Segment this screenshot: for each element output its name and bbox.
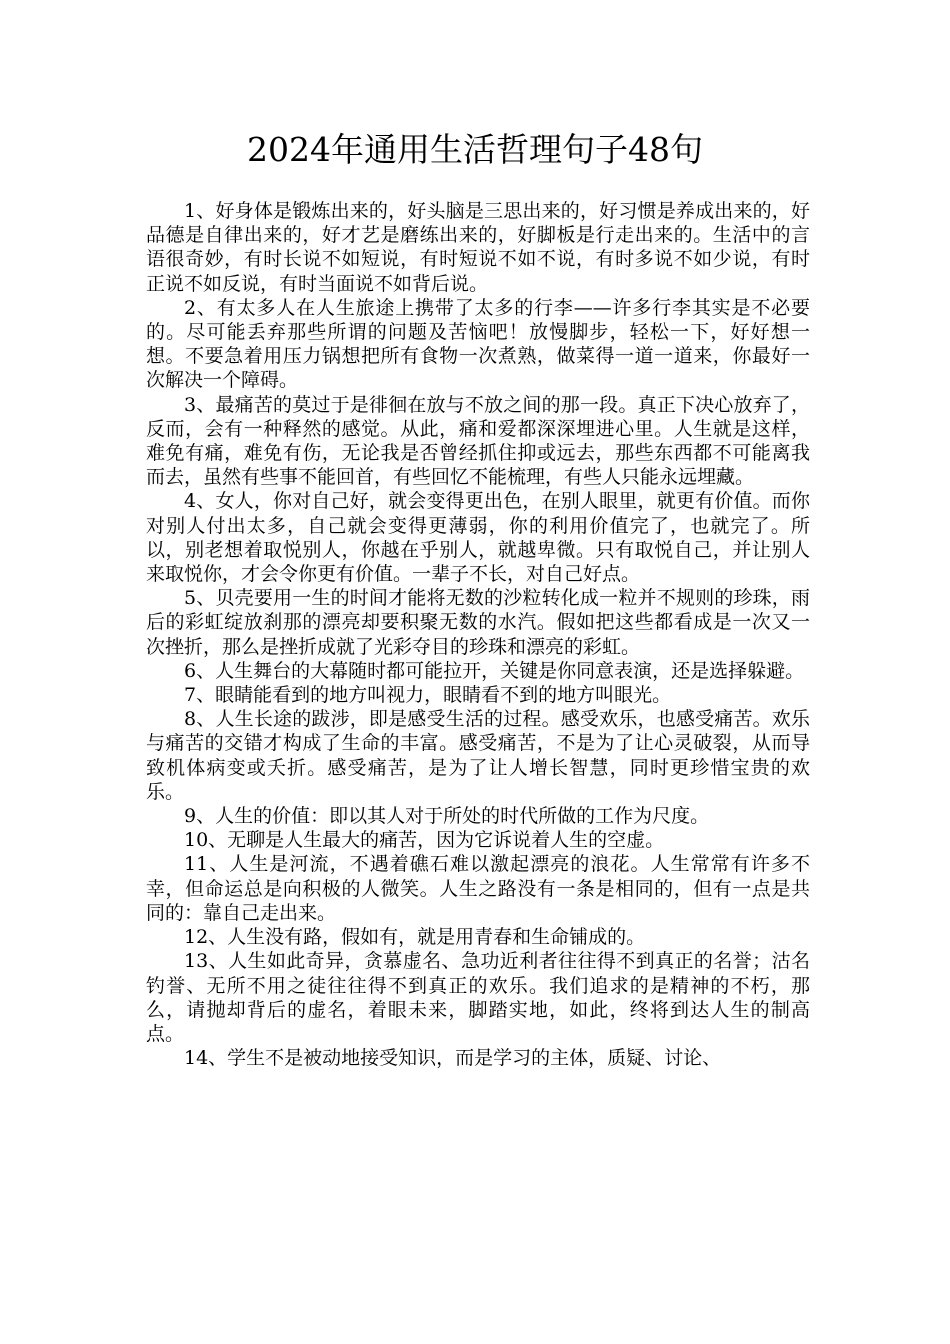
document-body <box>146 199 810 1070</box>
paragraph-2: 2、有太多人在人生旅途上携带了太多的行李——许多行李其实是不必要的。尽可能丢弃那些所谓的问题及苦恼吧！放慢脚步，轻松一下，好好想一想。不要急着用压力锅想把所有食物一次煮熟，做菜得一道一道来，你最好一次解决一个障碍。 <box>146 296 810 392</box>
paragraph-1: 1、好身体是锻炼出来的，好头脑是三思出来的，好习惯是养成出来的，好品德是自律出来的，好才艺是磨练出来的，好脚板是行走出来的。生活中的言语很奇妙，有时长说不如短说，有时短说不如不说，有时多说不如少说，有时正说不如反说，有时当面说不如背后说。 <box>146 200 810 295</box>
paragraph-10: 10、无聊是人生最大的痛苦，因为它诉说着人生的空虚。 <box>184 829 665 852</box>
paragraph-11: 11、人生是河流，不遇着礁石难以激起漂亮的浪花。人生常常有许多不幸，但命运总是向积极的人微笑。人生之路没有一条是相同的，但有一点是共同的：靠自己走出来。 <box>146 853 810 924</box>
document-title: 2024年通用生活哲理句子48句 <box>247 130 703 169</box>
paragraph-8: 8、人生长途的跋涉，即是感受生活的过程。感受欢乐，也感受痛苦。欢乐与痛苦的交错才构成了生命的丰富。感受痛苦，不是为了让心灵破裂，从而导致机体病变或夭折。感受痛苦，是为了让人增长智慧，同时更珍惜宝贵的欢乐。 <box>146 708 810 803</box>
paragraph-14: 14、学生不是被动地接受知识，而是学习的主体，质疑、讨论、 <box>184 1047 722 1070</box>
paragraph-7: 7、眼睛能看到的地方叫视力，眼睛看不到的地方叫眼光。 <box>184 684 672 707</box>
paragraph-9: 9、人生的价值：即以其人对于所处的时代所做的工作为尺度。 <box>184 805 710 828</box>
paragraph-13: 13、人生如此奇异，贪慕虚名、急功近利者往往得不到真正的名誉；沽名钓誉、无所不用之徒往往得不到真正的欢乐。我们追求的是精神的不朽，那么，请抛却背后的虚名，着眼未来，脚踏实地，如此，终将到达人生的制高点。 <box>146 950 810 1045</box>
paragraph-4: 4、女人，你对自己好，就会变得更出色，在别人眼里，就更有价值。而你对别人付出太多，自己就会变得更薄弱，你的利用价值完了，也就完了。所以，别老想着取悦别人，你越在乎别人，就越卑微。只有取悦自己，并让别人来取悦你，才会令你更有价值。一辈子不长，对自己好点。 <box>146 490 810 586</box>
paragraph-6: 6、人生舞台的大幕随时都可能拉开，关键是你同意表演，还是选择躲避。 <box>184 659 805 682</box>
paragraph-3: 3、最痛苦的莫过于是徘徊在放与不放之间的那一段。真正下决心放弃了，反而，会有一种释然的感觉。从此，痛和爱都深深埋进心里。人生就是这样，难免有痛，难免有伤，无论我是否曾经抓住抑或远去，那些东西都不可能离我而去，虽然有些事不能回首，有些回忆不能梳理，有些人只能永远埋藏。 <box>146 393 810 489</box>
paragraph-5: 5、贝壳要用一生的时间才能将无数的沙粒转化成一粒并不规则的珍珠，雨后的彩虹绽放刹那的漂亮却要积聚无数的水汽。假如把这些都看成是一次又一次挫折，那么是挫折成就了光彩夺目的珍珠和漂亮的彩虹。 <box>146 587 810 658</box>
paragraph-12: 12、人生没有路，假如有，就是用青春和生命铺成的。 <box>184 926 646 949</box>
